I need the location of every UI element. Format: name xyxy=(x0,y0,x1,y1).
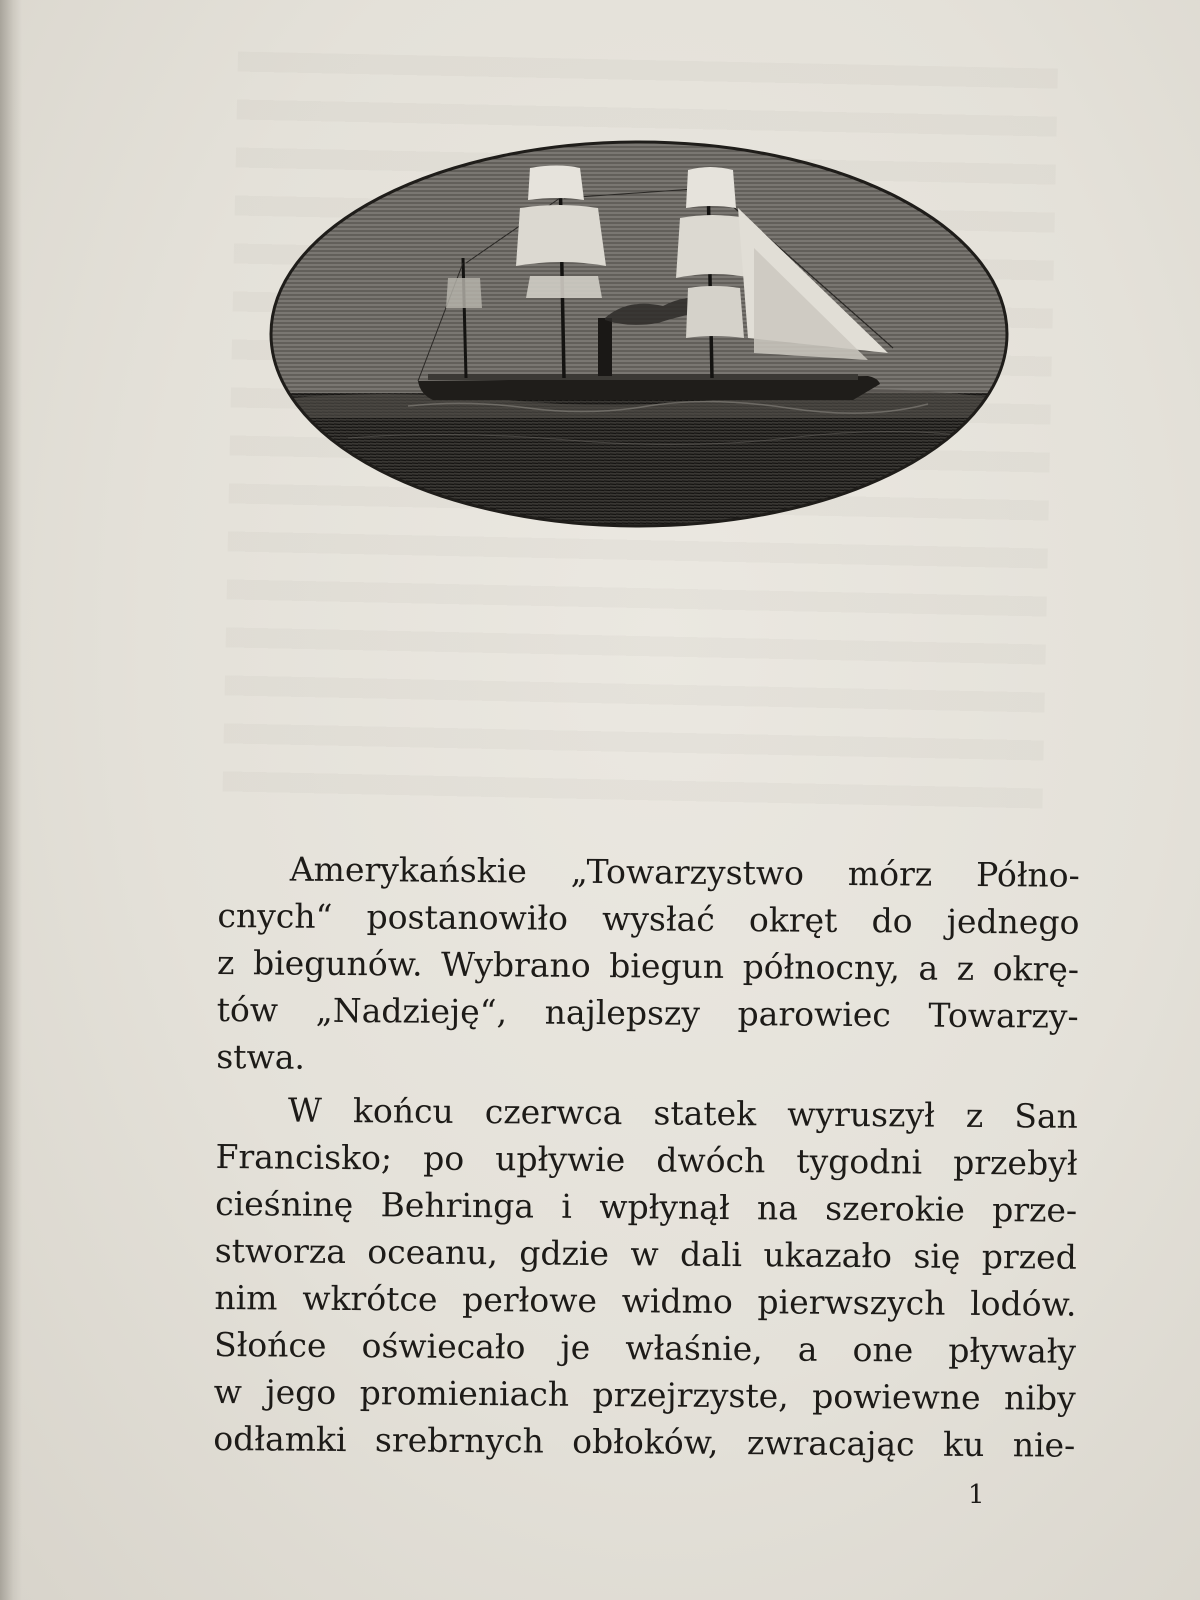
ship-engraving-icon xyxy=(268,138,1010,530)
paragraph xyxy=(213,1086,1078,1469)
text-line: Słońce oświecało je właśnie, a one pływały xyxy=(213,1324,1077,1371)
text-line: Francisko; po upływie dwóch tygodni przebył xyxy=(215,1136,1078,1183)
text-line: W końcu czerwca statek wyruszył z San xyxy=(287,1090,1079,1136)
text-line: stworza oceanu, gdzie w dali ukazało się przed xyxy=(214,1230,1077,1277)
text-line: z biegunów. Wybrano biegun północny, a z okrę- xyxy=(216,942,1080,989)
text-line: cieśninę Behringa i wpłynął na szerokie prze- xyxy=(215,1183,1078,1230)
paragraph xyxy=(216,845,1080,1087)
text-line: Amerykańskie „Towarzystwo mórz Półno- xyxy=(289,849,1080,895)
page-gutter-shadow xyxy=(0,0,22,1600)
text-line: nim wkrótce perłowe widmo pierwszych lodów. xyxy=(214,1277,1077,1324)
body-text xyxy=(213,845,1080,1475)
text-line: stwa. xyxy=(216,1036,306,1077)
page-number: 1 xyxy=(968,1480,985,1510)
text-line: w jego promieniach przejrzyste, powiewne niby xyxy=(213,1371,1076,1418)
text-line: odłamki srebrnych obłoków, zwracając ku nie- xyxy=(213,1418,1076,1465)
text-line: tów „Nadzieję“, najlepszy parowiec Towarzy- xyxy=(216,989,1079,1036)
text-line: cnych“ postanowiło wysłać okręt do jednego xyxy=(217,895,1080,942)
